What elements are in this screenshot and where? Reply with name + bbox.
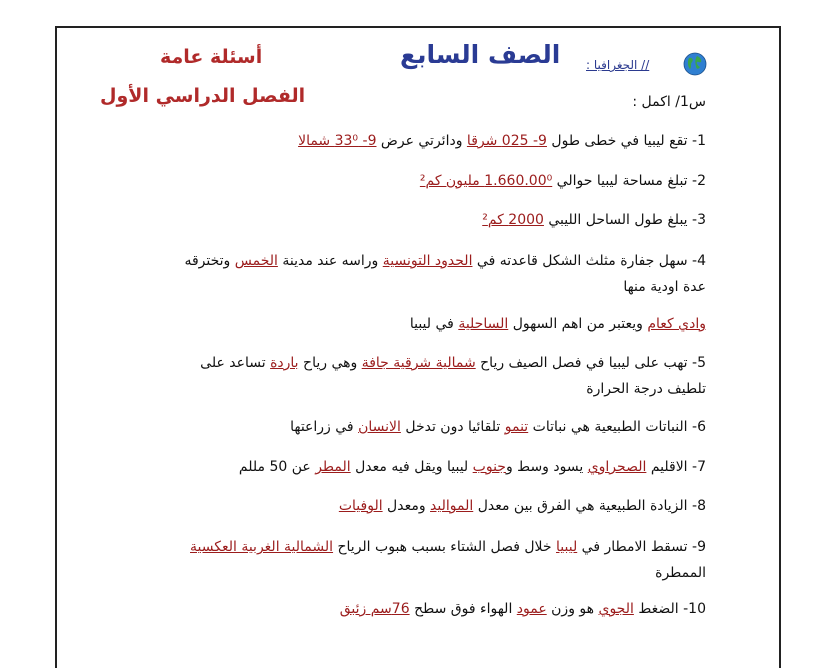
answer-text: الوفيات (338, 498, 383, 514)
item-text: ومعدل (382, 498, 431, 514)
item-text: عن 50 مللم (238, 459, 316, 475)
item-text: 8- الزيادة الطبيعية هي الفرق بين معدل (473, 498, 706, 514)
answer-text: 2000 كم² (482, 212, 544, 228)
item-text: وراسه عند مدينة (277, 253, 383, 269)
item-text: 1- تقع ليبيا في خطى طول (546, 133, 706, 149)
answer-text: المطر (315, 459, 351, 475)
list-item-6 (290, 414, 706, 440)
item-text: 3- يبلغ طول الساحل الليبي (543, 212, 706, 228)
list-item-3 (482, 207, 706, 233)
answer-text: شمالية شرقية جافة (361, 355, 476, 371)
item-text: ليبيا ويقل فيه معدل (350, 459, 473, 475)
answer-text: 1.660.00⁰ مليون كم² (419, 173, 553, 189)
answer-text: الانسان (358, 419, 401, 435)
item-text: خلال فصل الشتاء بسبب هبوب الرياح (333, 539, 556, 555)
list-item-9 (161, 534, 706, 586)
answer-text: الساحلية (458, 316, 509, 332)
list-item-5 (161, 350, 706, 402)
answer-text: الصحراوي (587, 459, 647, 475)
item-text: 2- تبلغ مساحة ليبيا حوالي (552, 173, 706, 189)
item-text: الممطرة (655, 565, 706, 581)
item-text: 7- الاقليم (646, 459, 706, 475)
list-item-1 (298, 128, 706, 154)
list-item-2 (420, 168, 706, 194)
answer-text: 9- 025 شرقا (466, 133, 547, 149)
answer-text: 76سم زئبق (339, 601, 410, 617)
item-text: هو وزن (546, 601, 599, 617)
answer-text: ليبيا (556, 539, 578, 555)
item-text: ودائرتي عرض (376, 133, 467, 149)
list-item-7 (239, 454, 706, 480)
answer-text: الحدود التونسية (382, 253, 473, 269)
answer-text: المواليد (430, 498, 474, 514)
item-text: الهواء فوق سطح (409, 601, 517, 617)
item-text: 10- الضغط (633, 601, 706, 617)
item-text: وهي رياح (298, 355, 362, 371)
item-text: 5- تهب على ليبيا في فصل الصيف رياح (475, 355, 706, 371)
answer-text: الجوي (598, 601, 634, 617)
item-text: في زراعتها (290, 419, 359, 435)
list-item-4b (410, 311, 706, 337)
semester-title: الفصل الدراسي الأول (100, 85, 306, 107)
answer-text: جنوب (472, 459, 506, 475)
answer-text: الخمس (234, 253, 278, 269)
item-text: 9- تسقط الامطار في (577, 539, 706, 555)
question-label: س1/ اكمل : (632, 94, 706, 110)
answer-text: 9- 33⁰ شمالا (298, 133, 377, 149)
list-item-8 (339, 493, 706, 519)
answer-text: الشمالية الغربية العكسية (190, 539, 334, 555)
answer-text: تنمو (504, 419, 529, 435)
item-text: في ليبيا (409, 316, 459, 332)
list-item-10 (340, 596, 706, 622)
answer-text: عمود (516, 601, 547, 617)
item-text: تساعد على تلطيف درجة الحرارة (200, 355, 706, 397)
item-text: 6- النباتات الطبيعية هي نباتات (528, 419, 706, 435)
item-text: وتخترقه عدة اودية منها (184, 253, 706, 295)
item-text: يسود وسط و (505, 459, 588, 475)
item-text: ويعتبر من اهم السهول (508, 316, 648, 332)
answer-text: باردة (270, 355, 299, 371)
general-questions-title: أسئلة عامة (160, 46, 263, 68)
list-item-4 (161, 248, 706, 300)
subject-label: // الجغرافيا : (586, 58, 650, 72)
class-title: الصف السابع (400, 40, 561, 69)
answer-text: وادي كعام (647, 316, 706, 332)
globe-icon (683, 52, 707, 76)
item-text: تلقائيا دون تدخل (400, 419, 505, 435)
item-text: 4- سهل جفارة مثلث الشكل قاعدته في (472, 253, 706, 269)
